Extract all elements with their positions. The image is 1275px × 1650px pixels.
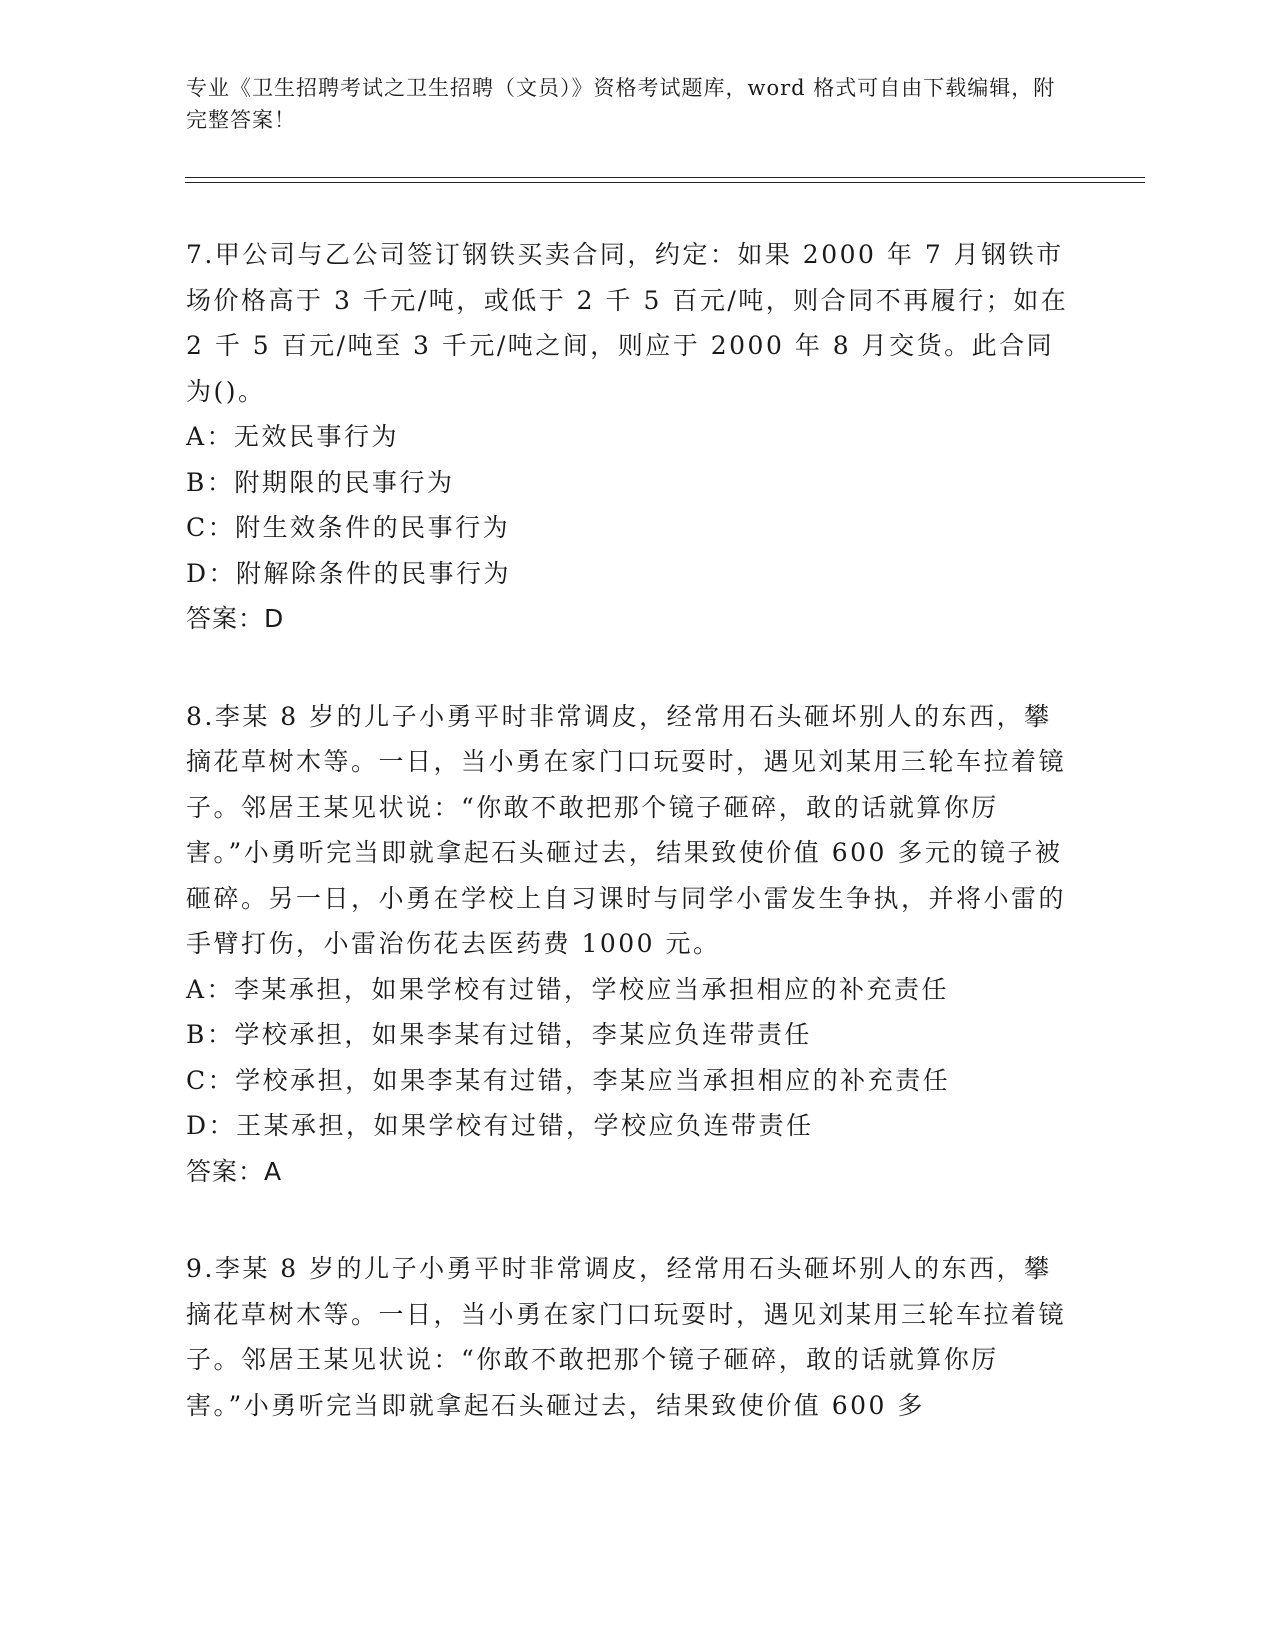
question-list: [186, 232, 1076, 1428]
question-stem: 7.甲公司与乙公司签订钢铁买卖合同，约定：如果 2000 年 7 月钢铁市场价格高于 3 千元/吨，或低于 2 千 5 百元/吨，则合同不再履行；如在 2 千 5 百元/吨至 3 千元/吨之间，则应于 2000 年 8 月交货。此合同为()。: [186, 240, 1069, 406]
page-header: 专业《卫生招聘考试之卫生招聘（文员）》资格考试题库，word 格式可自由下载编辑，附完整答案！: [186, 76, 1056, 132]
option-d: D：王某承担，如果学校有过错，学校应负连带责任: [186, 1111, 814, 1140]
option-a: A：无效民事行为: [186, 422, 400, 451]
question-stem: 9.李某 8 岁的儿子小勇平时非常调皮，经常用石头砸坏别人的东西，攀摘花草树木等。一日，当小勇在家门口玩耍时，遇见刘某用三轮车拉着镜子。邻居王某见状说：“你敢不敢把那个镜子砸碎，敢的话就算你厉害。”小勇听完当即就拿起石头砸过去，结果致使价值 600 多: [186, 1254, 1067, 1420]
option-b: B：学校承担，如果李某有过错，李某应负连带责任: [186, 1020, 812, 1049]
option-a: A：李某承担，如果学校有过错，学校应当承担相应的补充责任: [186, 974, 950, 1004]
header-divider-top: [185, 177, 1145, 178]
option-c: C：学校承担，如果李某有过错，李某应当承担相应的补充责任: [186, 1065, 951, 1095]
option-b: B：附期限的民事行为: [186, 467, 455, 497]
question-9: [186, 1246, 1076, 1428]
question-8: [186, 694, 1076, 1195]
option-c: C：附生效条件的民事行为: [186, 513, 511, 542]
answer-label: 答案：D: [186, 604, 285, 633]
answer-label: 答案：A: [186, 1156, 283, 1186]
question-7: [186, 232, 1076, 642]
header-divider-bottom: [185, 182, 1145, 183]
option-d: D：附解除条件的民事行为: [186, 558, 512, 588]
question-stem: 8.李某 8 岁的儿子小勇平时非常调皮，经常用石头砸坏别人的东西，攀摘花草树木等。一日，当小勇在家门口玩耍时，遇见刘某用三轮车拉着镜子。邻居王某见状说：“你敢不敢把那个镜子砸碎，敢的话就算你厉害。”小勇听完当即就拿起石头砸过去，结果致使价值 600 多元的镜子被砸碎。另一日，小勇在学校上自习课时与同学小雷发生争执，并将小雷的手臂打伤，小雷治伤花去医药费 1000 元。: [186, 701, 1067, 958]
